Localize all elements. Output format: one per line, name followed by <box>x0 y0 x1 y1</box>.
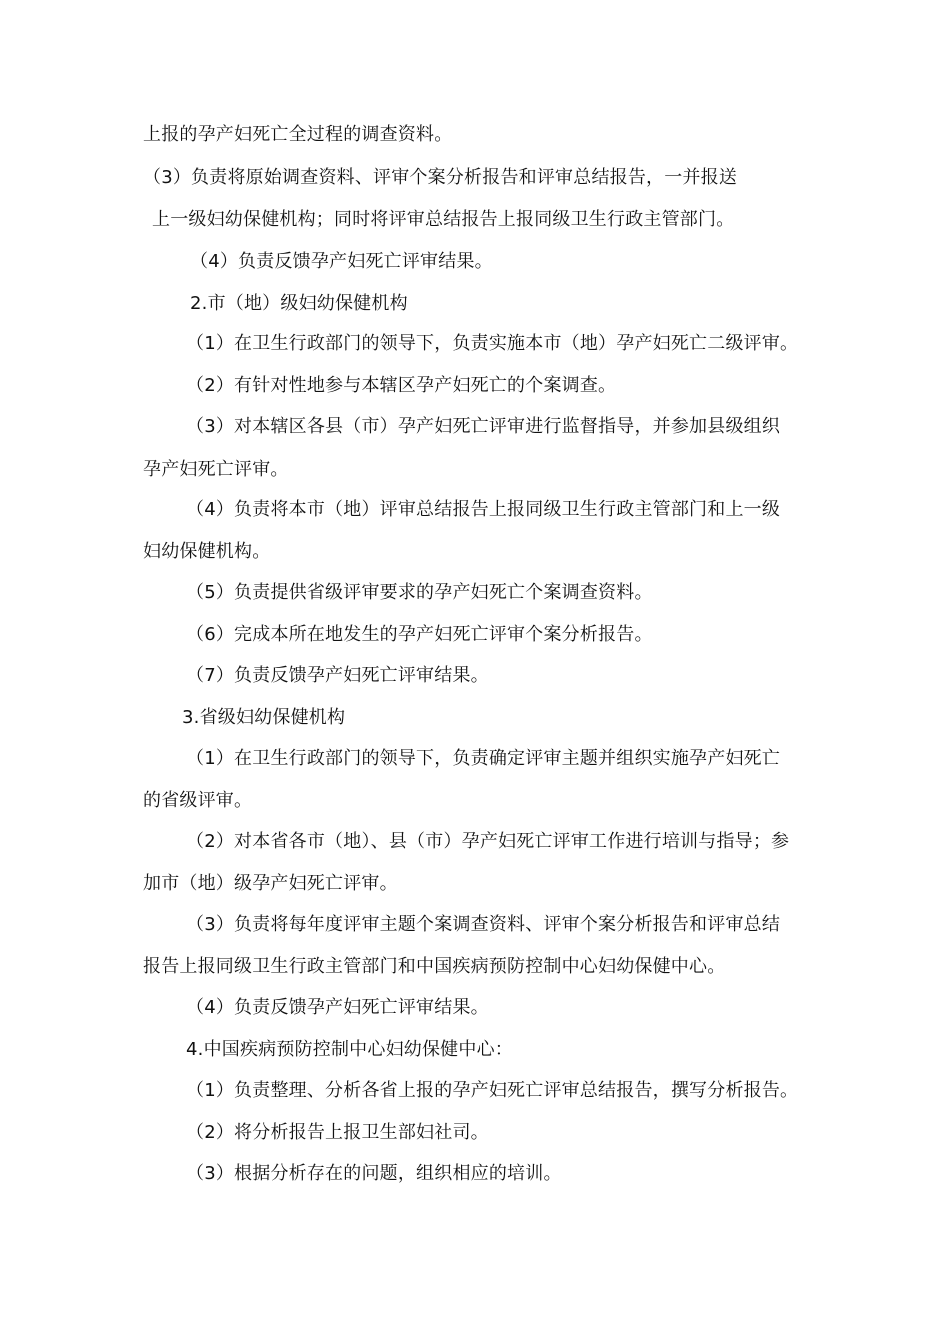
text-line: （4）负责反馈孕产妇死亡评审结果。 <box>186 997 489 1018</box>
text-line: 孕产妇死亡评审。 <box>143 459 289 480</box>
text-line: （4）负责将本市（地）评审总结报告上报同级卫生行政主管部门和上一级 <box>186 499 781 520</box>
text-line: （3）根据分析存在的问题，组织相应的培训。 <box>186 1163 562 1184</box>
text-line: （2）将分析报告上报卫生部妇社司。 <box>186 1122 489 1143</box>
text-line: （3）对本辖区各县（市）孕产妇死亡评审进行监督指导，并参加县级组织 <box>186 416 781 437</box>
text-line: 的省级评审。 <box>143 790 253 811</box>
text-line: 报告上报同级卫生行政主管部门和中国疾病预防控制中心妇幼保健中心。 <box>143 956 726 977</box>
text-line: 上一级妇幼保健机构；同时将评审总结报告上报同级卫生行政主管部门。 <box>152 209 735 230</box>
text-line: 妇幼保健机构。 <box>143 541 271 562</box>
section-heading: 3.省级妇幼保健机构 <box>182 707 346 728</box>
text-line: 上报的孕产妇死亡全过程的调查资料。 <box>143 124 453 145</box>
text-line: 加市（地）级孕产妇死亡评审。 <box>143 873 398 894</box>
text-line: （2）有针对性地参与本辖区孕产妇死亡的个案调查。 <box>186 375 617 396</box>
section-heading: 4.中国疾病预防控制中心妇幼保健中心： <box>186 1039 513 1060</box>
section-heading: 2.市（地）级妇幼保健机构 <box>190 293 408 314</box>
text-line: （1）在卫生行政部门的领导下，负责实施本市（地）孕产妇死亡二级评审。 <box>186 333 799 354</box>
text-line: （4）负责反馈孕产妇死亡评审结果。 <box>190 251 493 272</box>
text-line: （3）负责将原始调查资料、评审个案分析报告和评审总结报告，一并报送 <box>143 167 738 188</box>
text-line: （3）负责将每年度评审主题个案调查资料、评审个案分析报告和评审总结 <box>186 914 781 935</box>
text-line: （1）在卫生行政部门的领导下，负责确定评审主题并组织实施孕产妇死亡 <box>186 748 781 769</box>
text-line: （6）完成本所在地发生的孕产妇死亡评审个案分析报告。 <box>186 624 653 645</box>
text-line: （1）负责整理、分析各省上报的孕产妇死亡评审总结报告，撰写分析报告。 <box>186 1080 799 1101</box>
text-line: （7）负责反馈孕产妇死亡评审结果。 <box>186 665 489 686</box>
text-line: （2）对本省各市（地）、县（市）孕产妇死亡评审工作进行培训与指导；参 <box>186 831 790 852</box>
text-line: （5）负责提供省级评审要求的孕产妇死亡个案调查资料。 <box>186 582 653 603</box>
